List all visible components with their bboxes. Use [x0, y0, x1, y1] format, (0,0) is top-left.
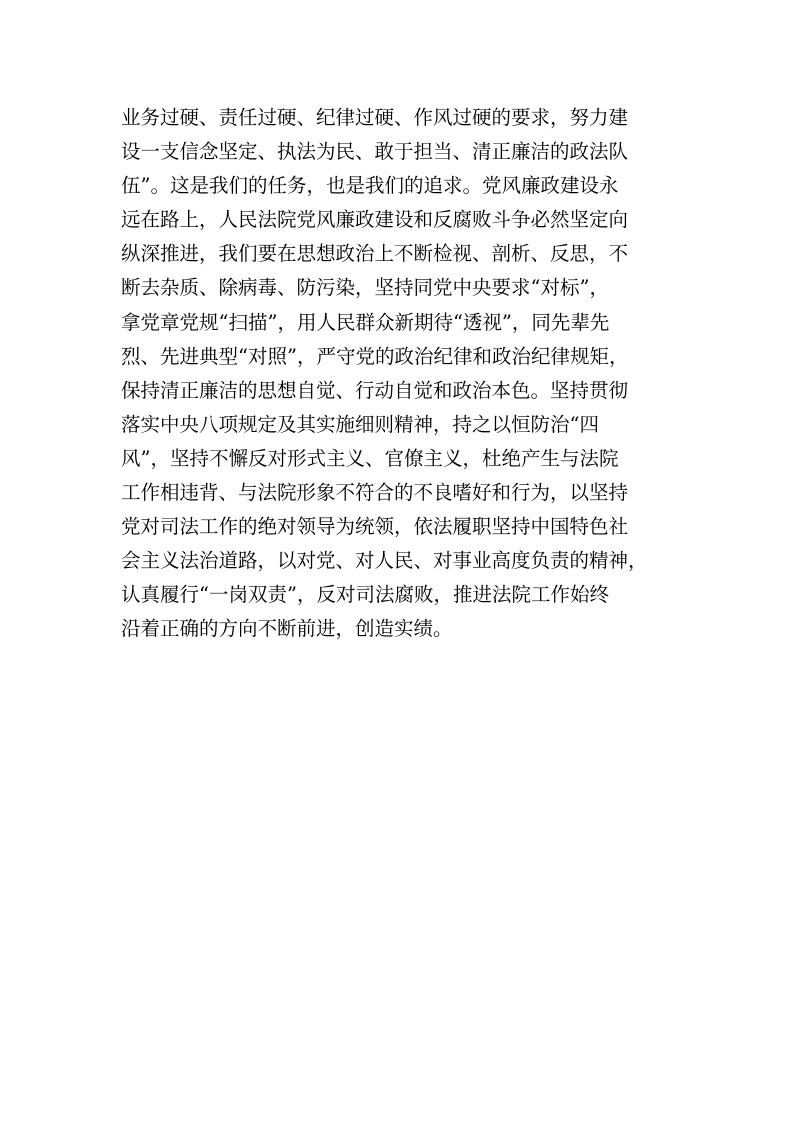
text-line: 烈、先进典型“对照”，严守党的政治纪律和政治纪律规矩， — [121, 344, 629, 368]
text-line: 落实中央八项规定及其实施细则精神，持之以恒防治“四 — [121, 412, 599, 436]
text-line: 拿党章党规“扫描”，用人民群众新期待“透视”，同先辈先 — [121, 310, 610, 334]
text-line: 设一支信念坚定、执法为民、敢于担当、清正廉洁的政法队 — [121, 140, 629, 164]
text-line: 沿着正确的方向不断前进，创造实绩。 — [121, 617, 453, 641]
text-line: 认真履行“一岗双责”，反对司法腐败，推进法院工作始终 — [121, 583, 609, 607]
text-line: 风”，坚持不懈反对形式主义、官僚主义，杜绝产生与法院 — [121, 446, 619, 470]
text-line: 远在路上，人民法院党风廉政建设和反腐败斗争必然坚定向 — [121, 208, 629, 232]
text-line: 党对司法工作的绝对领导为统领，依法履职坚持中国特色社 — [121, 515, 629, 539]
text-line: 保持清正廉洁的思想自觉、行动自觉和政治本色。坚持贯彻 — [121, 378, 629, 402]
text-line: 工作相违背、与法院形象不符合的不良嗜好和行为，以坚持 — [121, 481, 629, 505]
text-line: 伍”。这是我们的任务，也是我们的追求。党风廉政建设永 — [121, 174, 619, 198]
text-line: 业务过硬、责任过硬、纪律过硬、作风过硬的要求，努力建 — [121, 106, 629, 129]
text-line: 纵深推进，我们要在思想政治上不断检视、剖析、反思，不 — [121, 242, 629, 266]
text-line: 会主义法治道路，以对党、对人民、对事业高度负责的精神， — [121, 549, 648, 573]
text-line: 断去杂质、除病毒、防污染，坚持同党中央要求“对标”， — [121, 276, 609, 300]
body-paragraph — [121, 101, 681, 647]
